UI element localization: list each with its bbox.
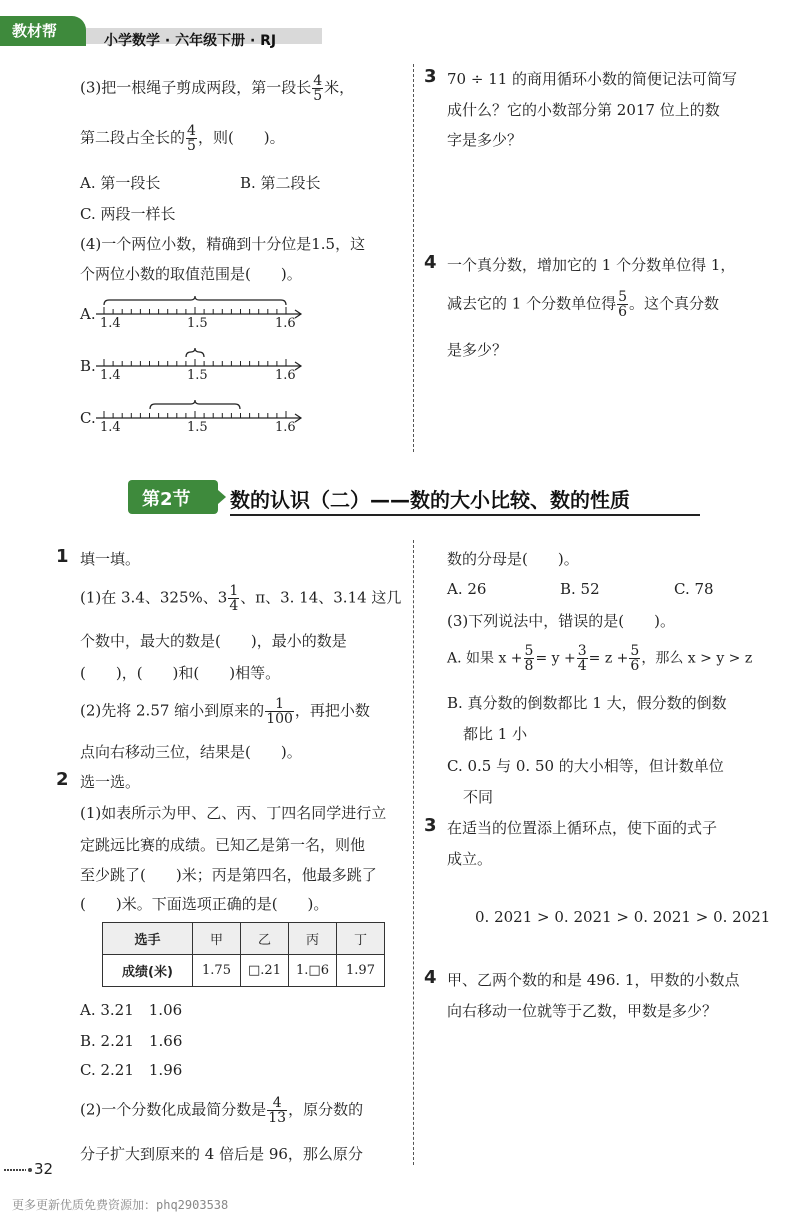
bl-q1-1-line1: (1)在 3.4、325%、3 $\frac{1}{4}$ 、π、3. 14、3.14 这几 <box>80 583 402 614</box>
table-cell: 丙 <box>289 923 337 955</box>
number-line-b <box>96 348 301 370</box>
numline-a-label: A. <box>80 305 96 323</box>
table-cell: 1.□6 <box>289 955 337 987</box>
fraction: $\frac{4}{5}$ <box>187 123 196 154</box>
bl-q2-number: 2 <box>56 769 69 790</box>
tl-q4-line1: (4)一个两位小数，精确到十分位是1.5，这 <box>80 235 366 253</box>
bl-q1-title: 填一填。 <box>80 550 141 568</box>
br-option-a: A. 26 <box>447 580 487 598</box>
tl-q3-option-a: A. 第一段长 <box>80 174 161 192</box>
table-cell: 丁 <box>337 923 385 955</box>
bl-q2-1-option-b: B. 2.21 1.66 <box>80 1032 183 1050</box>
table-cell: 甲 <box>193 923 241 955</box>
bl-q1-1-line2: 个数中，最大的数是( )，最小的数是 <box>80 632 347 650</box>
top-column-divider <box>413 64 414 452</box>
tr-q4-line1: 一个真分数，增加它的 1 个分数单位得 1， <box>447 256 736 274</box>
section-title: 数的认识（二）——数的大小比较、数的性质 <box>230 488 630 512</box>
fraction: $\frac{1}{4}$ <box>229 583 239 614</box>
fraction: $\frac{5}{6}$ <box>630 643 640 674</box>
bl-q1-2-line2: 点向右移动三位，结果是( )。 <box>80 743 302 761</box>
fraction: $\frac{4}{5}$ <box>313 73 323 104</box>
number-line-c <box>96 400 301 422</box>
score-table <box>102 922 385 987</box>
br-q2-3-option-b-line1: B. 真分数的倒数都比 1 大，假分数的倒数 <box>447 694 727 712</box>
bl-q2-2-line2: 分子扩大到原来的 4 倍后是 96，那么原分 <box>80 1145 363 1163</box>
fraction: $\frac{4}{13}$ <box>268 1095 287 1126</box>
bl-q2-title: 选一选。 <box>80 773 141 791</box>
br-q2-3-option-c-line1: C. 0.5 与 0. 50 的大小相等，但计数单位 <box>447 757 724 775</box>
table-cell: 1.97 <box>337 955 385 987</box>
fraction: $\frac{5}{6}$ <box>618 289 628 320</box>
br-q3-line1: 在适当的位置添上循环点，使下面的式子 <box>447 819 718 837</box>
br-option-c: C. 78 <box>674 580 714 598</box>
section-underline <box>230 514 700 516</box>
tl-q3-option-b: B. 第二段长 <box>240 174 321 192</box>
table-cell: 成绩(米) <box>103 955 193 987</box>
tl-q3-line2: 第二段占全长的 $\frac{4}{5}$ ，则( )。 <box>80 123 285 154</box>
numline-a-tick-3: 1.6 <box>275 316 296 331</box>
tr-q3-line3: 字是多少？ <box>447 131 523 149</box>
fraction: $\frac{5}{8}$ <box>524 643 534 674</box>
numline-c-label: C. <box>80 409 96 427</box>
bl-q2-1-option-a: A. 3.21 1.06 <box>80 1001 183 1019</box>
page-marker <box>4 1166 34 1174</box>
numline-b-tick-3: 1.6 <box>275 368 296 383</box>
table-header-row <box>103 923 385 955</box>
bl-q1-1-line3: ( )，( )和( )相等。 <box>80 664 281 682</box>
bl-q1-2-line1: (2)先将 2.57 缩小到原来的 $\frac{1}{100}$ ，再把小数 <box>80 696 370 727</box>
range-brace <box>104 296 286 305</box>
table-row <box>103 955 385 987</box>
range-brace <box>186 348 204 357</box>
numline-c-tick-1: 1.4 <box>100 420 121 435</box>
bl-q2-1-option-c: C. 2.21 1.96 <box>80 1061 183 1079</box>
table-cell: 1.75 <box>193 955 241 987</box>
tr-q4-line2: 减去它的 1 个分数单位得 $\frac{5}{6}$ 。这个真分数 <box>447 289 720 320</box>
bl-q1-number: 1 <box>56 546 69 567</box>
br-q4-line2: 向右移动一位就等于乙数，甲数是多少？ <box>447 1002 718 1020</box>
tr-q4-number: 4 <box>424 252 437 273</box>
table-cell: 选手 <box>103 923 193 955</box>
header-title: 小学数学 · 六年级下册 · RJ <box>104 33 277 49</box>
tr-q3-line1: 70 ÷ 11 的商用循环小数的简便记法可简写 <box>447 70 738 88</box>
tr-q3-line2: 成什么？它的小数部分第 2017 位上的数 <box>447 101 720 119</box>
range-brace <box>150 400 240 409</box>
br-q4-line1: 甲、乙两个数的和是 496. 1，甲数的小数点 <box>447 971 740 989</box>
numline-c-tick-2: 1.5 <box>187 420 208 435</box>
br-q3-expression: 0. 2021 > 0. 2021 > 0. 2021 > 0. 2021 <box>475 908 771 926</box>
tl-q3-option-c: C. 两段一样长 <box>80 205 176 223</box>
bl-q2-1-line2: 定跳远比赛的成绩。已知乙是第一名，则他 <box>80 836 366 854</box>
bl-q2-1-line4: ( )米。下面选项正确的是( )。 <box>80 895 329 913</box>
table-cell: □.21 <box>241 955 289 987</box>
page-number: 32 <box>34 1160 54 1178</box>
section-tag <box>128 480 218 514</box>
numline-a-tick-2: 1.5 <box>187 316 208 331</box>
footer-note: 更多更新优质免费资源加：phq2903538 <box>12 1198 229 1212</box>
bl-q2-2-line1: (2)一个分数化成最简分数是 $\frac{4}{13}$ ，原分数的 <box>80 1095 364 1126</box>
tr-q4-line3: 是多少？ <box>447 341 508 359</box>
numline-a-tick-1: 1.4 <box>100 316 121 331</box>
br-q3-number: 3 <box>424 815 437 836</box>
tr-q3-number: 3 <box>424 66 437 87</box>
br-q2-3-title: (3)下列说法中，错误的是( )。 <box>447 612 675 630</box>
header-tab-label: 教材帮 <box>12 22 58 40</box>
tl-q3-line1: (3)把一根绳子剪成两段，第一段长 $\frac{4}{5}$ 米， <box>80 73 355 104</box>
bl-q2-1-line1: (1)如表所示为甲、乙、丙、丁四名同学进行立 <box>80 804 387 822</box>
numline-b-label: B. <box>80 357 96 375</box>
numline-c-tick-3: 1.6 <box>275 420 296 435</box>
br-q2-3-option-a: A. 如果 x + $\frac{5}{8}$ = y + $\frac{3}{4}$ = z + $\frac{5}{6}$ ，那么 x > y > z <box>447 643 753 674</box>
bottom-column-divider <box>413 540 414 1165</box>
header-tab <box>0 16 86 46</box>
br-q4-number: 4 <box>424 967 437 988</box>
br-continued-line: 数的分母是( )。 <box>447 550 579 568</box>
tl-q4-line2: 个两位小数的取值范围是( )。 <box>80 265 302 283</box>
number-line-a <box>96 296 301 318</box>
section-tag-label: 第2节 <box>142 489 191 510</box>
fraction: $\frac{1}{100}$ <box>266 696 293 727</box>
numline-b-tick-2: 1.5 <box>187 368 208 383</box>
section-arrow <box>218 490 226 504</box>
br-q2-3-option-b-line2: 都比 1 小 <box>463 725 528 743</box>
table-cell: 乙 <box>241 923 289 955</box>
br-q2-3-option-c-line2: 不同 <box>463 788 494 806</box>
fraction: $\frac{3}{4}$ <box>577 643 587 674</box>
bl-q2-1-line3: 至少跳了( )米；丙是第四名，他最多跳了 <box>80 866 377 884</box>
numline-b-tick-1: 1.4 <box>100 368 121 383</box>
br-q3-line2: 成立。 <box>447 850 493 868</box>
br-option-b: B. 52 <box>560 580 600 598</box>
